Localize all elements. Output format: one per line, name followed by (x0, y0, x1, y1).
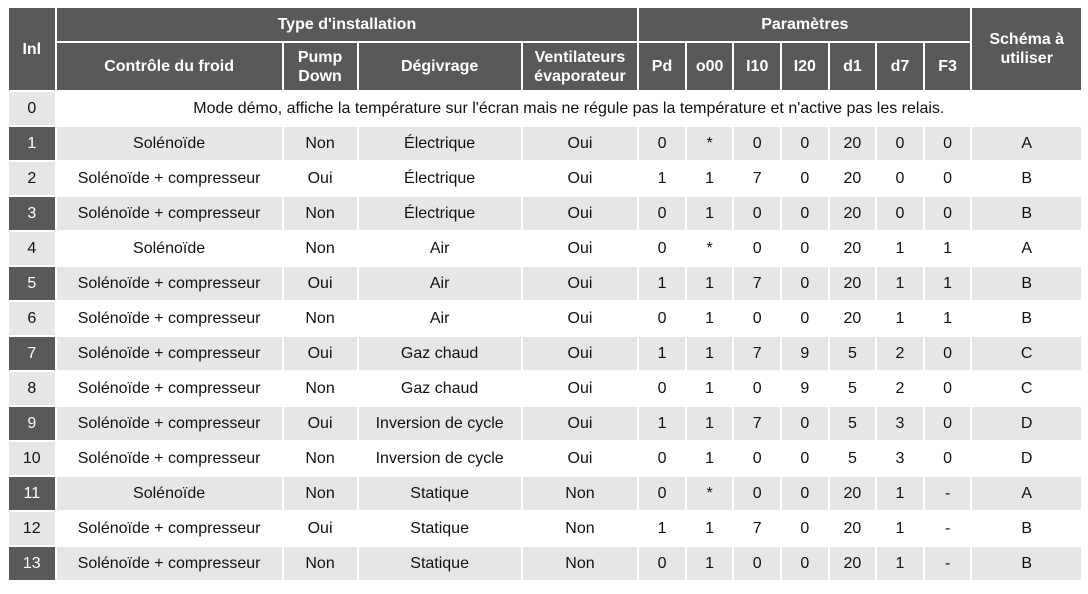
param-o00-cell: 1 (687, 337, 733, 370)
header-parametres: Paramètres (639, 8, 970, 41)
param-d1-cell: 20 (830, 477, 876, 510)
pump-down-cell: Non (284, 127, 357, 160)
param-o00-cell: 1 (687, 302, 733, 335)
param-d1-cell: 20 (830, 197, 876, 230)
controle-froid-cell: Solénoïde + compresseur (57, 267, 282, 300)
param-i20-cell: 0 (782, 407, 828, 440)
pump-down-cell: Non (284, 442, 357, 475)
inl-cell: 0 (9, 92, 55, 125)
schema-cell: C (972, 337, 1081, 370)
param-f3-cell: - (925, 512, 971, 545)
param-i20-cell: 0 (782, 302, 828, 335)
pump-down-cell: Oui (284, 512, 357, 545)
pump-down-cell: Non (284, 477, 357, 510)
param-pd-cell: 0 (639, 372, 685, 405)
param-pd-cell: 0 (639, 442, 685, 475)
table-row (9, 162, 1081, 195)
param-o00-cell: 1 (687, 197, 733, 230)
param-i20-cell: 0 (782, 197, 828, 230)
param-pd-cell: 1 (639, 407, 685, 440)
param-f3-cell: 0 (925, 197, 971, 230)
param-f3-cell: 1 (925, 267, 971, 300)
controle-froid-cell: Solénoïde + compresseur (57, 337, 282, 370)
schema-cell: A (972, 232, 1081, 265)
inl-cell: 13 (9, 547, 55, 580)
param-pd-cell: 1 (639, 337, 685, 370)
param-f3-cell: 0 (925, 127, 971, 160)
controle-froid-cell: Solénoïde + compresseur (57, 407, 282, 440)
param-i10-cell: 7 (734, 407, 780, 440)
param-f3-cell: 0 (925, 442, 971, 475)
ventilateurs-cell: Oui (523, 337, 638, 370)
ventilateurs-cell: Non (523, 512, 638, 545)
demo-row (9, 92, 1081, 125)
controle-froid-cell: Solénoïde + compresseur (57, 512, 282, 545)
degivrage-cell: Électrique (359, 127, 521, 160)
pump-down-cell: Oui (284, 337, 357, 370)
param-o00-cell: 1 (687, 407, 733, 440)
param-o00-cell: 1 (687, 162, 733, 195)
inl-cell: 9 (9, 407, 55, 440)
schema-cell: D (972, 407, 1081, 440)
ventilateurs-cell: Oui (523, 232, 638, 265)
param-o00-cell: * (687, 232, 733, 265)
header-param-i10: I10 (734, 43, 780, 90)
param-o00-cell: 1 (687, 372, 733, 405)
inl-cell: 1 (9, 127, 55, 160)
param-i10-cell: 0 (734, 127, 780, 160)
param-i20-cell: 0 (782, 477, 828, 510)
degivrage-cell: Air (359, 232, 521, 265)
table-row (9, 337, 1081, 370)
header-inl: Inl (9, 8, 55, 90)
param-i10-cell: 0 (734, 372, 780, 405)
inl-cell: 11 (9, 477, 55, 510)
schema-cell: C (972, 372, 1081, 405)
controle-froid-cell: Solénoïde + compresseur (57, 197, 282, 230)
param-pd-cell: 0 (639, 127, 685, 160)
degivrage-cell: Inversion de cycle (359, 442, 521, 475)
param-i10-cell: 0 (734, 232, 780, 265)
degivrage-cell: Statique (359, 512, 521, 545)
degivrage-cell: Statique (359, 547, 521, 580)
param-d7-cell: 3 (877, 407, 923, 440)
param-o00-cell: 1 (687, 547, 733, 580)
param-o00-cell: 1 (687, 267, 733, 300)
schema-cell: A (972, 127, 1081, 160)
degivrage-cell: Air (359, 302, 521, 335)
installation-table-container (7, 6, 1083, 582)
schema-cell: B (972, 547, 1081, 580)
schema-cell: D (972, 442, 1081, 475)
inl-cell: 12 (9, 512, 55, 545)
table-row (9, 302, 1081, 335)
param-d1-cell: 5 (830, 337, 876, 370)
table-row (9, 372, 1081, 405)
param-i10-cell: 7 (734, 512, 780, 545)
header-controle-froid: Contrôle du froid (57, 43, 282, 90)
table-row (9, 127, 1081, 160)
inl-cell: 4 (9, 232, 55, 265)
degivrage-cell: Statique (359, 477, 521, 510)
controle-froid-cell: Solénoïde + compresseur (57, 442, 282, 475)
param-i20-cell: 0 (782, 512, 828, 545)
schema-cell: A (972, 477, 1081, 510)
header-ventilateurs: Ventilateurs évaporateur (523, 43, 638, 90)
param-pd-cell: 1 (639, 267, 685, 300)
param-d1-cell: 20 (830, 267, 876, 300)
ventilateurs-cell: Oui (523, 127, 638, 160)
param-d1-cell: 5 (830, 442, 876, 475)
pump-down-cell: Oui (284, 162, 357, 195)
param-f3-cell: - (925, 547, 971, 580)
ventilateurs-cell: Oui (523, 197, 638, 230)
inl-cell: 5 (9, 267, 55, 300)
param-d1-cell: 5 (830, 407, 876, 440)
param-d1-cell: 20 (830, 162, 876, 195)
param-o00-cell: 1 (687, 512, 733, 545)
param-pd-cell: 0 (639, 547, 685, 580)
controle-froid-cell: Solénoïde + compresseur (57, 372, 282, 405)
param-f3-cell: 1 (925, 302, 971, 335)
param-d7-cell: 0 (877, 197, 923, 230)
header-degivrage: Dégivrage (359, 43, 521, 90)
param-pd-cell: 0 (639, 477, 685, 510)
param-i20-cell: 0 (782, 442, 828, 475)
param-i20-cell: 9 (782, 337, 828, 370)
param-d7-cell: 1 (877, 267, 923, 300)
pump-down-cell: Non (284, 232, 357, 265)
table-row (9, 267, 1081, 300)
param-d7-cell: 3 (877, 442, 923, 475)
degivrage-cell: Électrique (359, 197, 521, 230)
param-pd-cell: 0 (639, 302, 685, 335)
degivrage-cell: Électrique (359, 162, 521, 195)
param-f3-cell: 0 (925, 162, 971, 195)
ventilateurs-cell: Oui (523, 162, 638, 195)
schema-cell: B (972, 197, 1081, 230)
param-d7-cell: 1 (877, 232, 923, 265)
table-row (9, 232, 1081, 265)
param-pd-cell: 0 (639, 232, 685, 265)
table-row (9, 547, 1081, 580)
controle-froid-cell: Solénoïde (57, 477, 282, 510)
param-d7-cell: 2 (877, 372, 923, 405)
controle-froid-cell: Solénoïde + compresseur (57, 162, 282, 195)
ventilateurs-cell: Oui (523, 267, 638, 300)
header-param-d7: d7 (877, 43, 923, 90)
inl-cell: 2 (9, 162, 55, 195)
pump-down-cell: Non (284, 372, 357, 405)
schema-cell: B (972, 512, 1081, 545)
ventilateurs-cell: Non (523, 547, 638, 580)
inl-cell: 6 (9, 302, 55, 335)
param-pd-cell: 0 (639, 197, 685, 230)
param-o00-cell: * (687, 127, 733, 160)
param-d1-cell: 5 (830, 372, 876, 405)
table-row (9, 477, 1081, 510)
inl-cell: 3 (9, 197, 55, 230)
param-f3-cell: 0 (925, 372, 971, 405)
param-i10-cell: 0 (734, 197, 780, 230)
param-i10-cell: 0 (734, 302, 780, 335)
schema-cell: B (972, 267, 1081, 300)
param-i10-cell: 0 (734, 477, 780, 510)
param-i20-cell: 0 (782, 232, 828, 265)
schema-cell: B (972, 302, 1081, 335)
param-o00-cell: * (687, 477, 733, 510)
pump-down-cell: Oui (284, 267, 357, 300)
param-f3-cell: 1 (925, 232, 971, 265)
param-f3-cell: 0 (925, 337, 971, 370)
param-f3-cell: - (925, 477, 971, 510)
inl-cell: 8 (9, 372, 55, 405)
controle-froid-cell: Solénoïde + compresseur (57, 547, 282, 580)
header-param-pd: Pd (639, 43, 685, 90)
param-d1-cell: 20 (830, 232, 876, 265)
header-param-i20: I20 (782, 43, 828, 90)
param-d1-cell: 20 (830, 512, 876, 545)
ventilateurs-cell: Oui (523, 442, 638, 475)
header-type-installation: Type d'installation (57, 8, 638, 41)
demo-description: Mode démo, affiche la température sur l'écran mais ne régule pas la température et n'active pas les relais. (57, 92, 1081, 125)
ventilateurs-cell: Oui (523, 302, 638, 335)
param-f3-cell: 0 (925, 407, 971, 440)
param-o00-cell: 1 (687, 442, 733, 475)
param-i20-cell: 9 (782, 372, 828, 405)
param-d7-cell: 1 (877, 302, 923, 335)
param-d7-cell: 1 (877, 477, 923, 510)
param-i10-cell: 7 (734, 162, 780, 195)
pump-down-cell: Oui (284, 407, 357, 440)
param-i20-cell: 0 (782, 547, 828, 580)
header-param-o00: o00 (687, 43, 733, 90)
param-i10-cell: 0 (734, 442, 780, 475)
param-d1-cell: 20 (830, 302, 876, 335)
param-i20-cell: 0 (782, 162, 828, 195)
param-pd-cell: 1 (639, 512, 685, 545)
param-i10-cell: 7 (734, 267, 780, 300)
param-i10-cell: 7 (734, 337, 780, 370)
param-i20-cell: 0 (782, 127, 828, 160)
table-row (9, 512, 1081, 545)
header-param-f3: F3 (925, 43, 971, 90)
inl-cell: 10 (9, 442, 55, 475)
header-schema: Schéma à utiliser (972, 8, 1081, 90)
header-param-d1: d1 (830, 43, 876, 90)
param-d7-cell: 1 (877, 512, 923, 545)
degivrage-cell: Air (359, 267, 521, 300)
degivrage-cell: Gaz chaud (359, 337, 521, 370)
installation-type-table (7, 6, 1083, 582)
degivrage-cell: Gaz chaud (359, 372, 521, 405)
param-pd-cell: 1 (639, 162, 685, 195)
pump-down-cell: Non (284, 547, 357, 580)
param-d7-cell: 0 (877, 127, 923, 160)
table-row (9, 442, 1081, 475)
schema-cell: B (972, 162, 1081, 195)
inl-cell: 7 (9, 337, 55, 370)
pump-down-cell: Non (284, 302, 357, 335)
ventilateurs-cell: Non (523, 477, 638, 510)
header-pump-down: Pump Down (284, 43, 357, 90)
table-row (9, 407, 1081, 440)
param-i20-cell: 0 (782, 267, 828, 300)
param-d7-cell: 2 (877, 337, 923, 370)
pump-down-cell: Non (284, 197, 357, 230)
param-d7-cell: 1 (877, 547, 923, 580)
controle-froid-cell: Solénoïde + compresseur (57, 302, 282, 335)
controle-froid-cell: Solénoïde (57, 232, 282, 265)
table-row (9, 197, 1081, 230)
param-i10-cell: 0 (734, 547, 780, 580)
controle-froid-cell: Solénoïde (57, 127, 282, 160)
ventilateurs-cell: Oui (523, 372, 638, 405)
param-d1-cell: 20 (830, 547, 876, 580)
ventilateurs-cell: Oui (523, 407, 638, 440)
degivrage-cell: Inversion de cycle (359, 407, 521, 440)
table-body (9, 92, 1081, 580)
param-d1-cell: 20 (830, 127, 876, 160)
param-d7-cell: 0 (877, 162, 923, 195)
